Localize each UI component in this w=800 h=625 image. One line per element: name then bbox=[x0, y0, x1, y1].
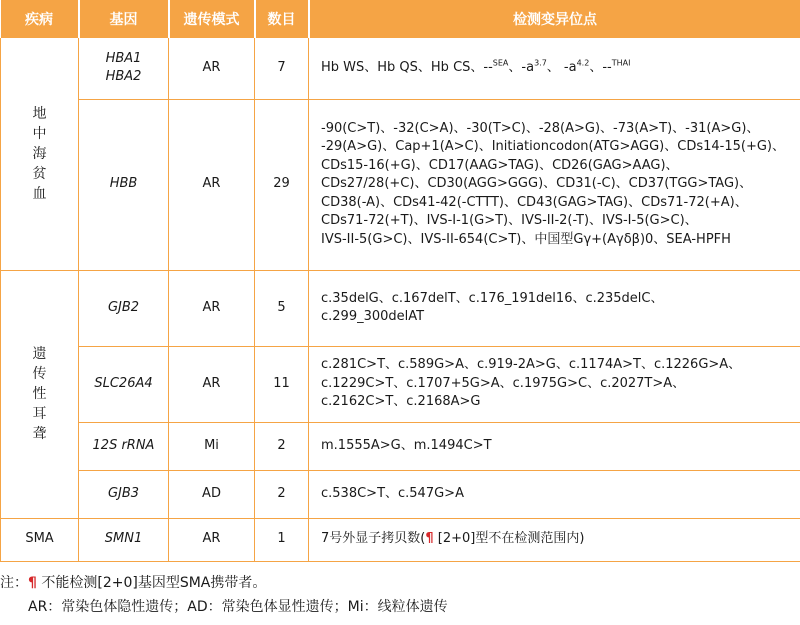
table-row bbox=[1, 270, 800, 346]
footnote-line bbox=[0, 571, 448, 595]
variant-sites-line: CDs27/28(+C)、CD30(AGG>GGG)、CD31(-C)、CD37(TGG>TAG)、 bbox=[321, 176, 753, 192]
variant-count: 1 bbox=[255, 518, 309, 561]
inheritance-mode: AD bbox=[169, 470, 255, 518]
inheritance-mode: AR bbox=[169, 99, 255, 270]
inheritance-mode: AR bbox=[169, 346, 255, 422]
variant-sites-line bbox=[321, 59, 794, 78]
variant-count: 5 bbox=[255, 270, 309, 346]
gene-name: 12S rRNA bbox=[79, 422, 169, 470]
disease-name: 遗传性耳聋 bbox=[32, 345, 47, 442]
table-row bbox=[1, 470, 800, 518]
gene-name: SLC26A4 bbox=[79, 346, 169, 422]
variant-text: 7号外显子拷贝数( bbox=[321, 531, 426, 547]
gene-cell bbox=[79, 38, 169, 99]
variant-text: 、-a bbox=[508, 60, 535, 75]
disease-cell-deafness bbox=[1, 270, 79, 518]
variant-sites-line: -29(A>G)、Cap+1(A>C)、Initiationcodon(ATG>AGG)、CDs14-15(+G)、 bbox=[321, 139, 786, 155]
variant-superscript: THAI bbox=[611, 58, 631, 68]
table-header-row bbox=[1, 0, 800, 38]
gene-name: HBA2 bbox=[105, 69, 142, 85]
variant-sites-line: CDs71-72(+T)、IVS-I-1(G>T)、IVS-II-2(-T)、IVS-I-5(G>C)、 bbox=[321, 213, 698, 229]
disease-cell-thalassemia bbox=[1, 38, 79, 270]
header-gene: 基因 bbox=[79, 0, 169, 38]
table-row bbox=[1, 346, 800, 422]
note-text: 不能检测[2+0]基因型SMA携带者。 bbox=[36, 575, 267, 591]
note-text: AR：常染色体隐性遗传；AD：常染色体显性遗传；Mi：线粒体遗传 bbox=[28, 599, 448, 615]
gene-name: SMN1 bbox=[79, 518, 169, 561]
variant-sites-line: CDs15-16(+G)、CD17(AAG>TAG)、CD26(GAG>AAG)、 bbox=[321, 157, 679, 173]
inheritance-mode: AR bbox=[169, 270, 255, 346]
header-count: 数目 bbox=[255, 0, 309, 38]
gene-name: HBA1 bbox=[105, 50, 142, 66]
variant-count: 29 bbox=[255, 99, 309, 270]
variant-superscript: 4.2 bbox=[576, 58, 590, 68]
variant-sites-line bbox=[321, 530, 794, 549]
variant-text: 、-- bbox=[589, 60, 612, 75]
variant-sites-line: -90(C>T)、-32(C>A)、-30(T>C)、-28(A>G)、-73(A>T)、-31(A>G)、 bbox=[321, 120, 760, 136]
variant-text: [2+0]型不在检测范围内) bbox=[433, 531, 585, 547]
pilcrow-footnote-icon: ¶ bbox=[28, 575, 37, 591]
variant-sites-line: c.2162C>T、c.2168A>G bbox=[321, 394, 481, 410]
variant-sites-line: c.299_300delAT bbox=[321, 309, 425, 324]
table-row bbox=[1, 38, 800, 99]
gene-name: GJB3 bbox=[79, 470, 169, 518]
variant-sites bbox=[309, 422, 800, 470]
variant-sites bbox=[309, 346, 800, 422]
inheritance-mode: AR bbox=[169, 518, 255, 561]
gene-name: HBB bbox=[79, 99, 169, 270]
variant-count: 7 bbox=[255, 38, 309, 99]
header-variant-sites: 检测变异位点 bbox=[309, 0, 800, 38]
header-disease: 疾病 bbox=[1, 0, 79, 38]
disease-cell-sma bbox=[1, 518, 79, 561]
variant-sites-line: c.1229C>T、c.1707+5G>A、c.1975G>C、c.2027T>A、 bbox=[321, 375, 686, 391]
variant-sites bbox=[309, 99, 800, 270]
gene-name: GJB2 bbox=[79, 270, 169, 346]
variant-sites bbox=[309, 470, 800, 518]
note-prefix: 注： bbox=[0, 575, 28, 591]
variant-sites bbox=[309, 270, 800, 346]
variant-superscript: 3.7 bbox=[534, 58, 547, 68]
table-row bbox=[1, 99, 800, 270]
variant-sites bbox=[309, 518, 800, 561]
table-row bbox=[1, 422, 800, 470]
footnotes bbox=[0, 571, 448, 619]
variant-sites-line: m.1555A>G、m.1494C>T bbox=[321, 437, 492, 453]
variant-text: Hb WS、Hb QS、Hb CS、-- bbox=[321, 60, 493, 75]
footnote-line bbox=[0, 595, 448, 619]
variant-sites-line: c.281C>T、c.589G>A、c.919-2A>G、c.1174A>T、c.1226G>A、 bbox=[321, 357, 742, 373]
disease-name: SMA bbox=[25, 531, 54, 547]
inheritance-mode: Mi bbox=[169, 422, 255, 470]
variant-count: 2 bbox=[255, 422, 309, 470]
variant-count: 11 bbox=[255, 346, 309, 422]
variant-sites-line: c.35delG、c.167delT、c.176_191del16、c.235delC、 bbox=[321, 290, 664, 306]
header-inheritance-mode: 遗传模式 bbox=[169, 0, 255, 38]
variant-text: 、 -a bbox=[546, 60, 577, 75]
variant-superscript: SEA bbox=[492, 58, 509, 68]
inheritance-mode: AR bbox=[169, 38, 255, 99]
variant-count: 2 bbox=[255, 470, 309, 518]
variant-sites-line: IVS-II-5(G>C)、IVS-II-654(C>T)、中国型Gγ+(Aγδβ)0、SEA-HPFH bbox=[321, 231, 731, 247]
disease-name: 地中海贫血 bbox=[32, 105, 47, 202]
table-row bbox=[1, 518, 800, 561]
variant-sites-line: c.538C>T、c.547G>A bbox=[321, 485, 464, 501]
variant-sites bbox=[309, 38, 800, 99]
pilcrow-footnote-icon: ¶ bbox=[425, 531, 434, 547]
variant-sites-line: CD38(-A)、CDs41-42(-CTTT)、CD43(GAG>TAG)、CDs71-72(+A)、 bbox=[321, 194, 748, 210]
